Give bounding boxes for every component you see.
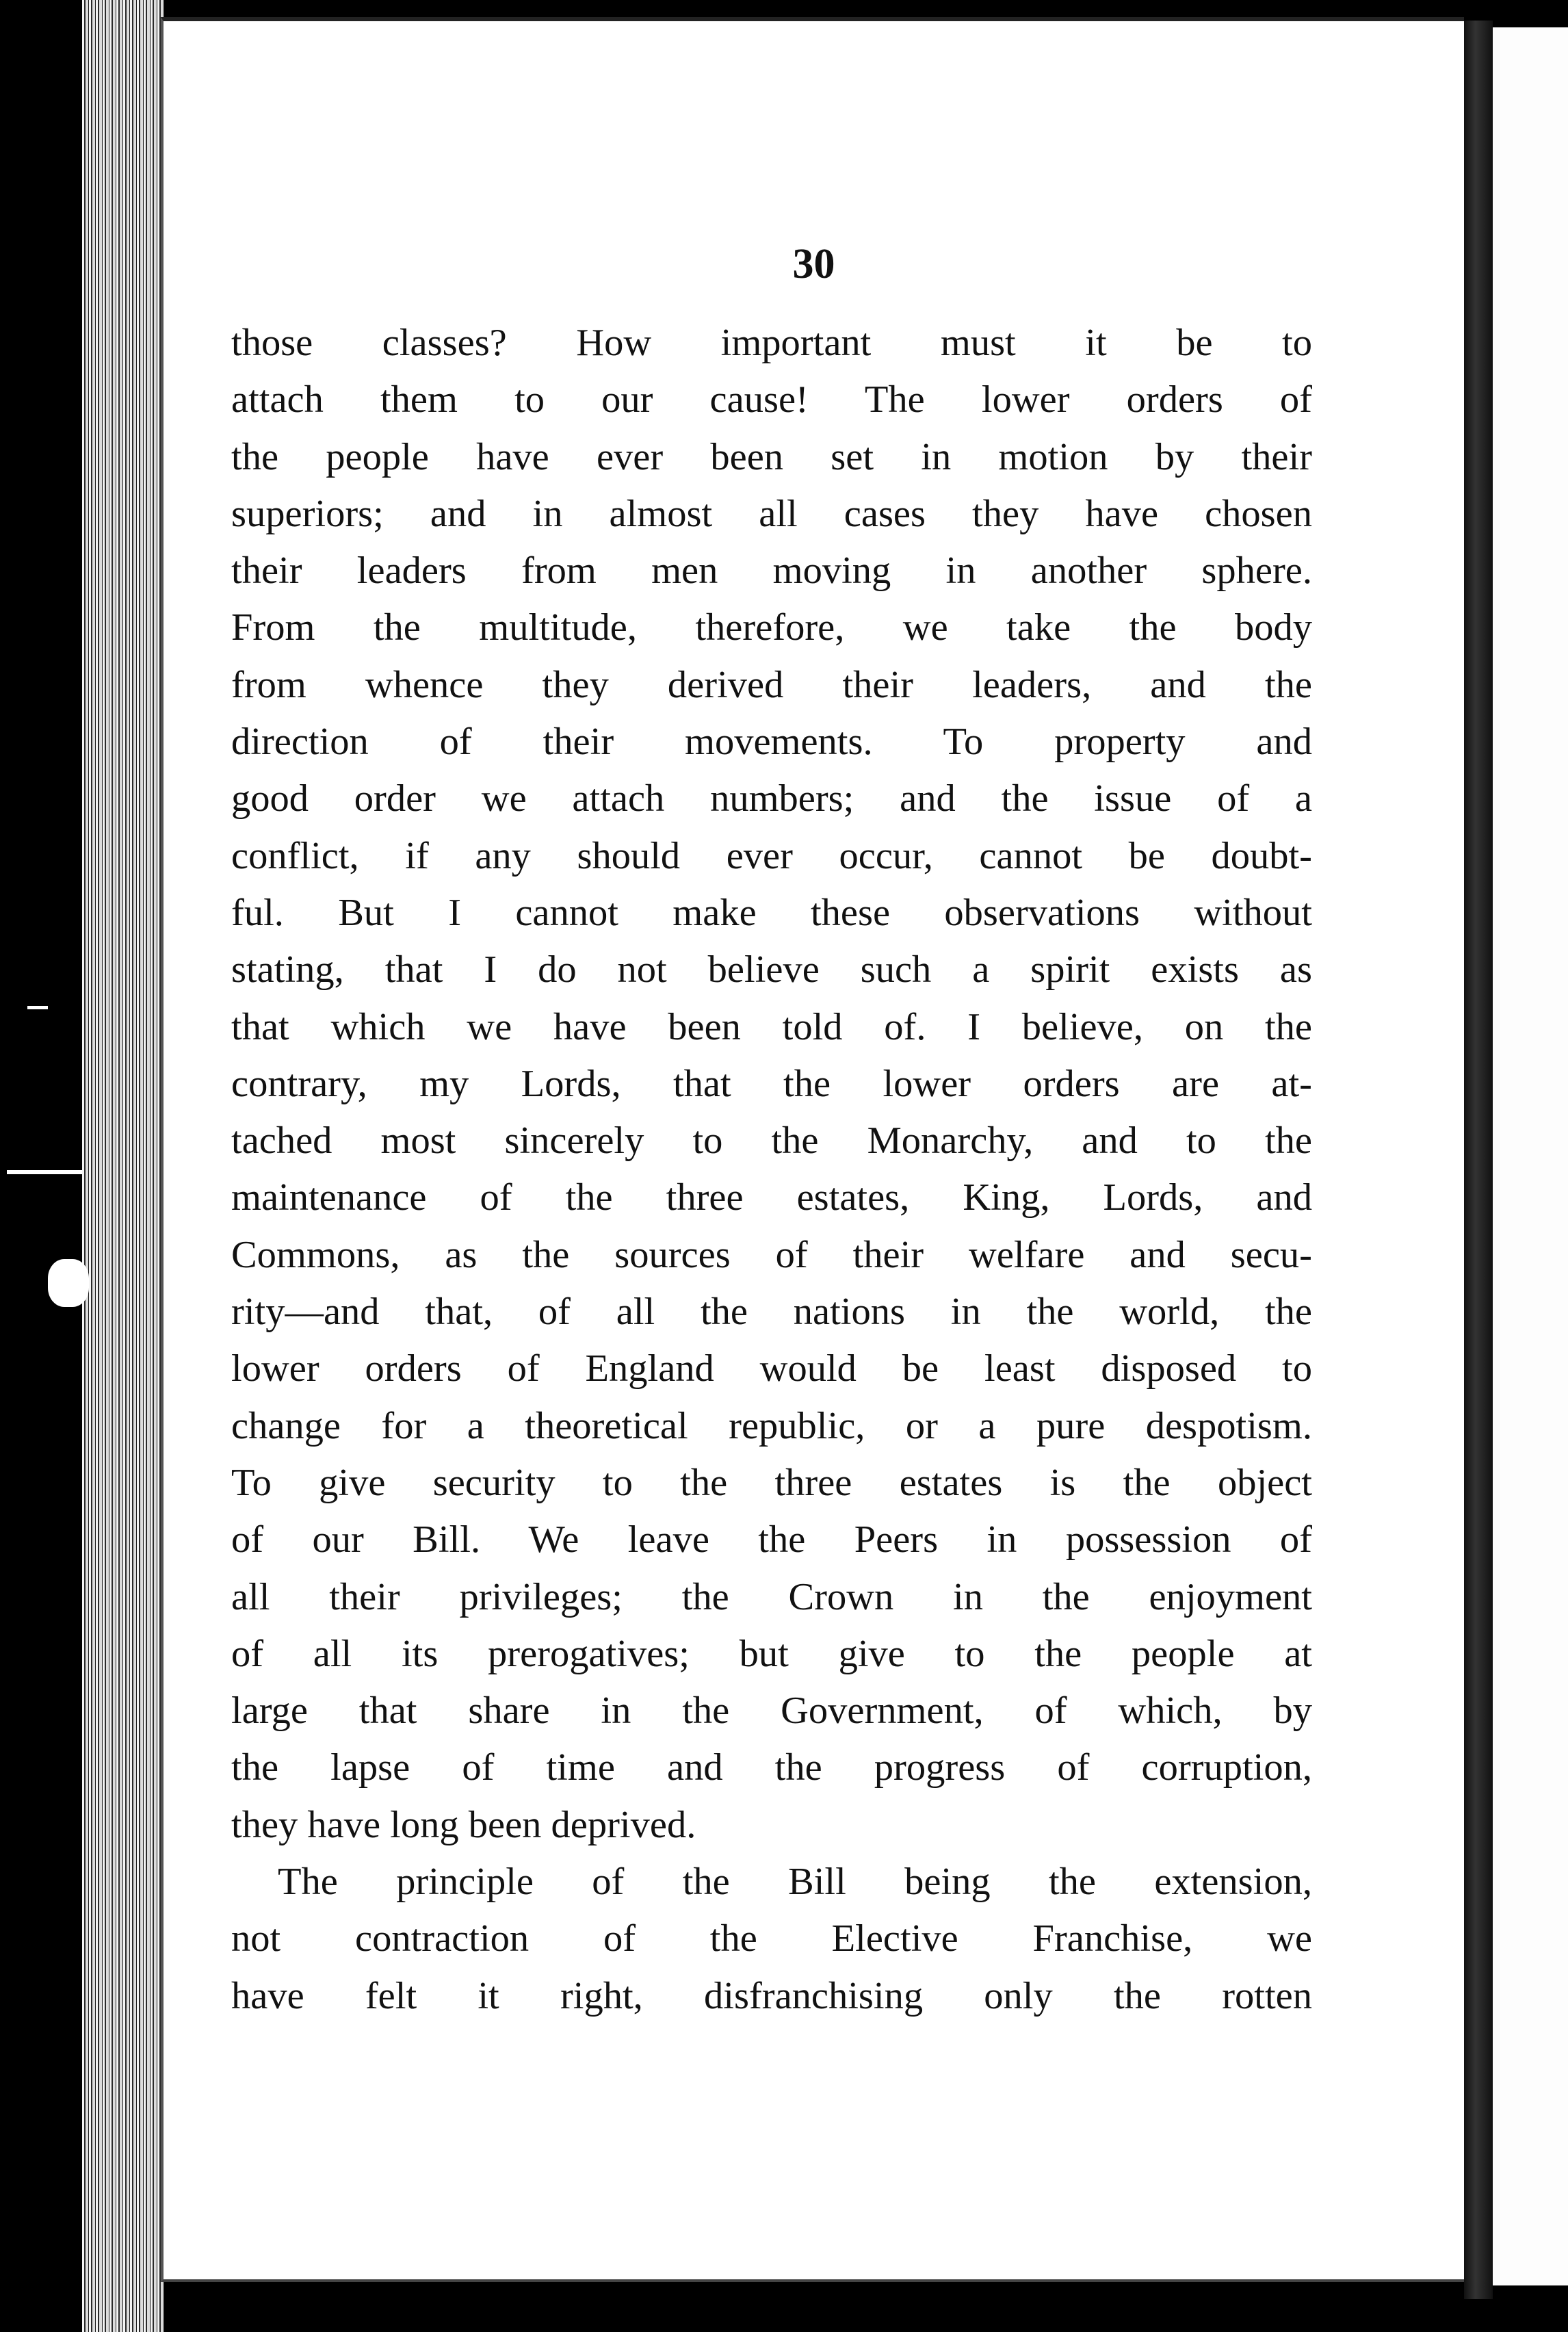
book-binding-edge (82, 0, 164, 2332)
text-line: Commons, as the sources of their welfare and secu- (231, 1233, 1312, 1276)
text-line: rity—and that, of all the nations in the world, the (231, 1291, 1312, 1334)
text-line: From the multitude, therefore, we take the body (231, 606, 1312, 649)
text-line: ful. But I cannot make these observations without (231, 891, 1312, 934)
text-line: large that share in the Government, of which, by (231, 1689, 1312, 1733)
text-line: good order we attach numbers; and the issue of a (231, 777, 1312, 820)
text-line: not contraction of the Elective Franchise, we (231, 1917, 1312, 1960)
text-line: lower orders of England would be least disposed to (231, 1347, 1312, 1390)
page-number: 30 (792, 241, 835, 287)
facing-page-edge (1493, 27, 1568, 2285)
text-line: those classes? How important must it be to (231, 322, 1312, 364)
text-line: have felt it right, disfranchising only the rotten (231, 1974, 1312, 2017)
body-text (231, 315, 1312, 2025)
text-line: To give security to the three estates is the object (231, 1461, 1312, 1504)
text-line: of our Bill. We leave the Peers in possession of (231, 1518, 1312, 1562)
scan-speck (48, 1259, 89, 1307)
scan-speck (27, 1006, 48, 1009)
text-line: all their privileges; the Crown in the enjoyment (231, 1575, 1312, 1618)
text-line: that which we have been told of. I believe, on the (231, 1005, 1312, 1048)
text-line: superiors; and in almost all cases they have chosen (231, 492, 1312, 535)
text-line: their leaders from men moving in another sphere. (231, 549, 1312, 593)
text-line: direction of their movements. To property and (231, 721, 1312, 764)
text-line: change for a theoretical republic, or a pure despotism. (231, 1404, 1312, 1447)
text-line: the lapse of time and the progress of corruption, (231, 1746, 1312, 1789)
text-line: attach them to our cause! The lower orders of (231, 378, 1312, 422)
text-line: conflict, if any should ever occur, cannot be doubt- (231, 834, 1312, 877)
paragraph-start-line: The principle of the Bill being the extension, (278, 1861, 1312, 1904)
text-line: maintenance of the three estates, King, Lords, and (231, 1176, 1312, 1219)
text-line: of all its prerogatives; but give to the people at (231, 1632, 1312, 1675)
text-line: tached most sincerely to the Monarchy, and to the (231, 1119, 1312, 1163)
facing-page-gutter (1464, 21, 1493, 2299)
scan-speck (7, 1170, 82, 1174)
text-line: the people have ever been set in motion by their (231, 435, 1312, 478)
text-line: from whence they derived their leaders, and the (231, 663, 1312, 706)
text-line: contrary, my Lords, that the lower orders are at- (231, 1062, 1312, 1105)
text-line: they have long been deprived. (231, 1803, 696, 1846)
text-line: stating, that I do not believe such a spirit exists as (231, 948, 1312, 992)
